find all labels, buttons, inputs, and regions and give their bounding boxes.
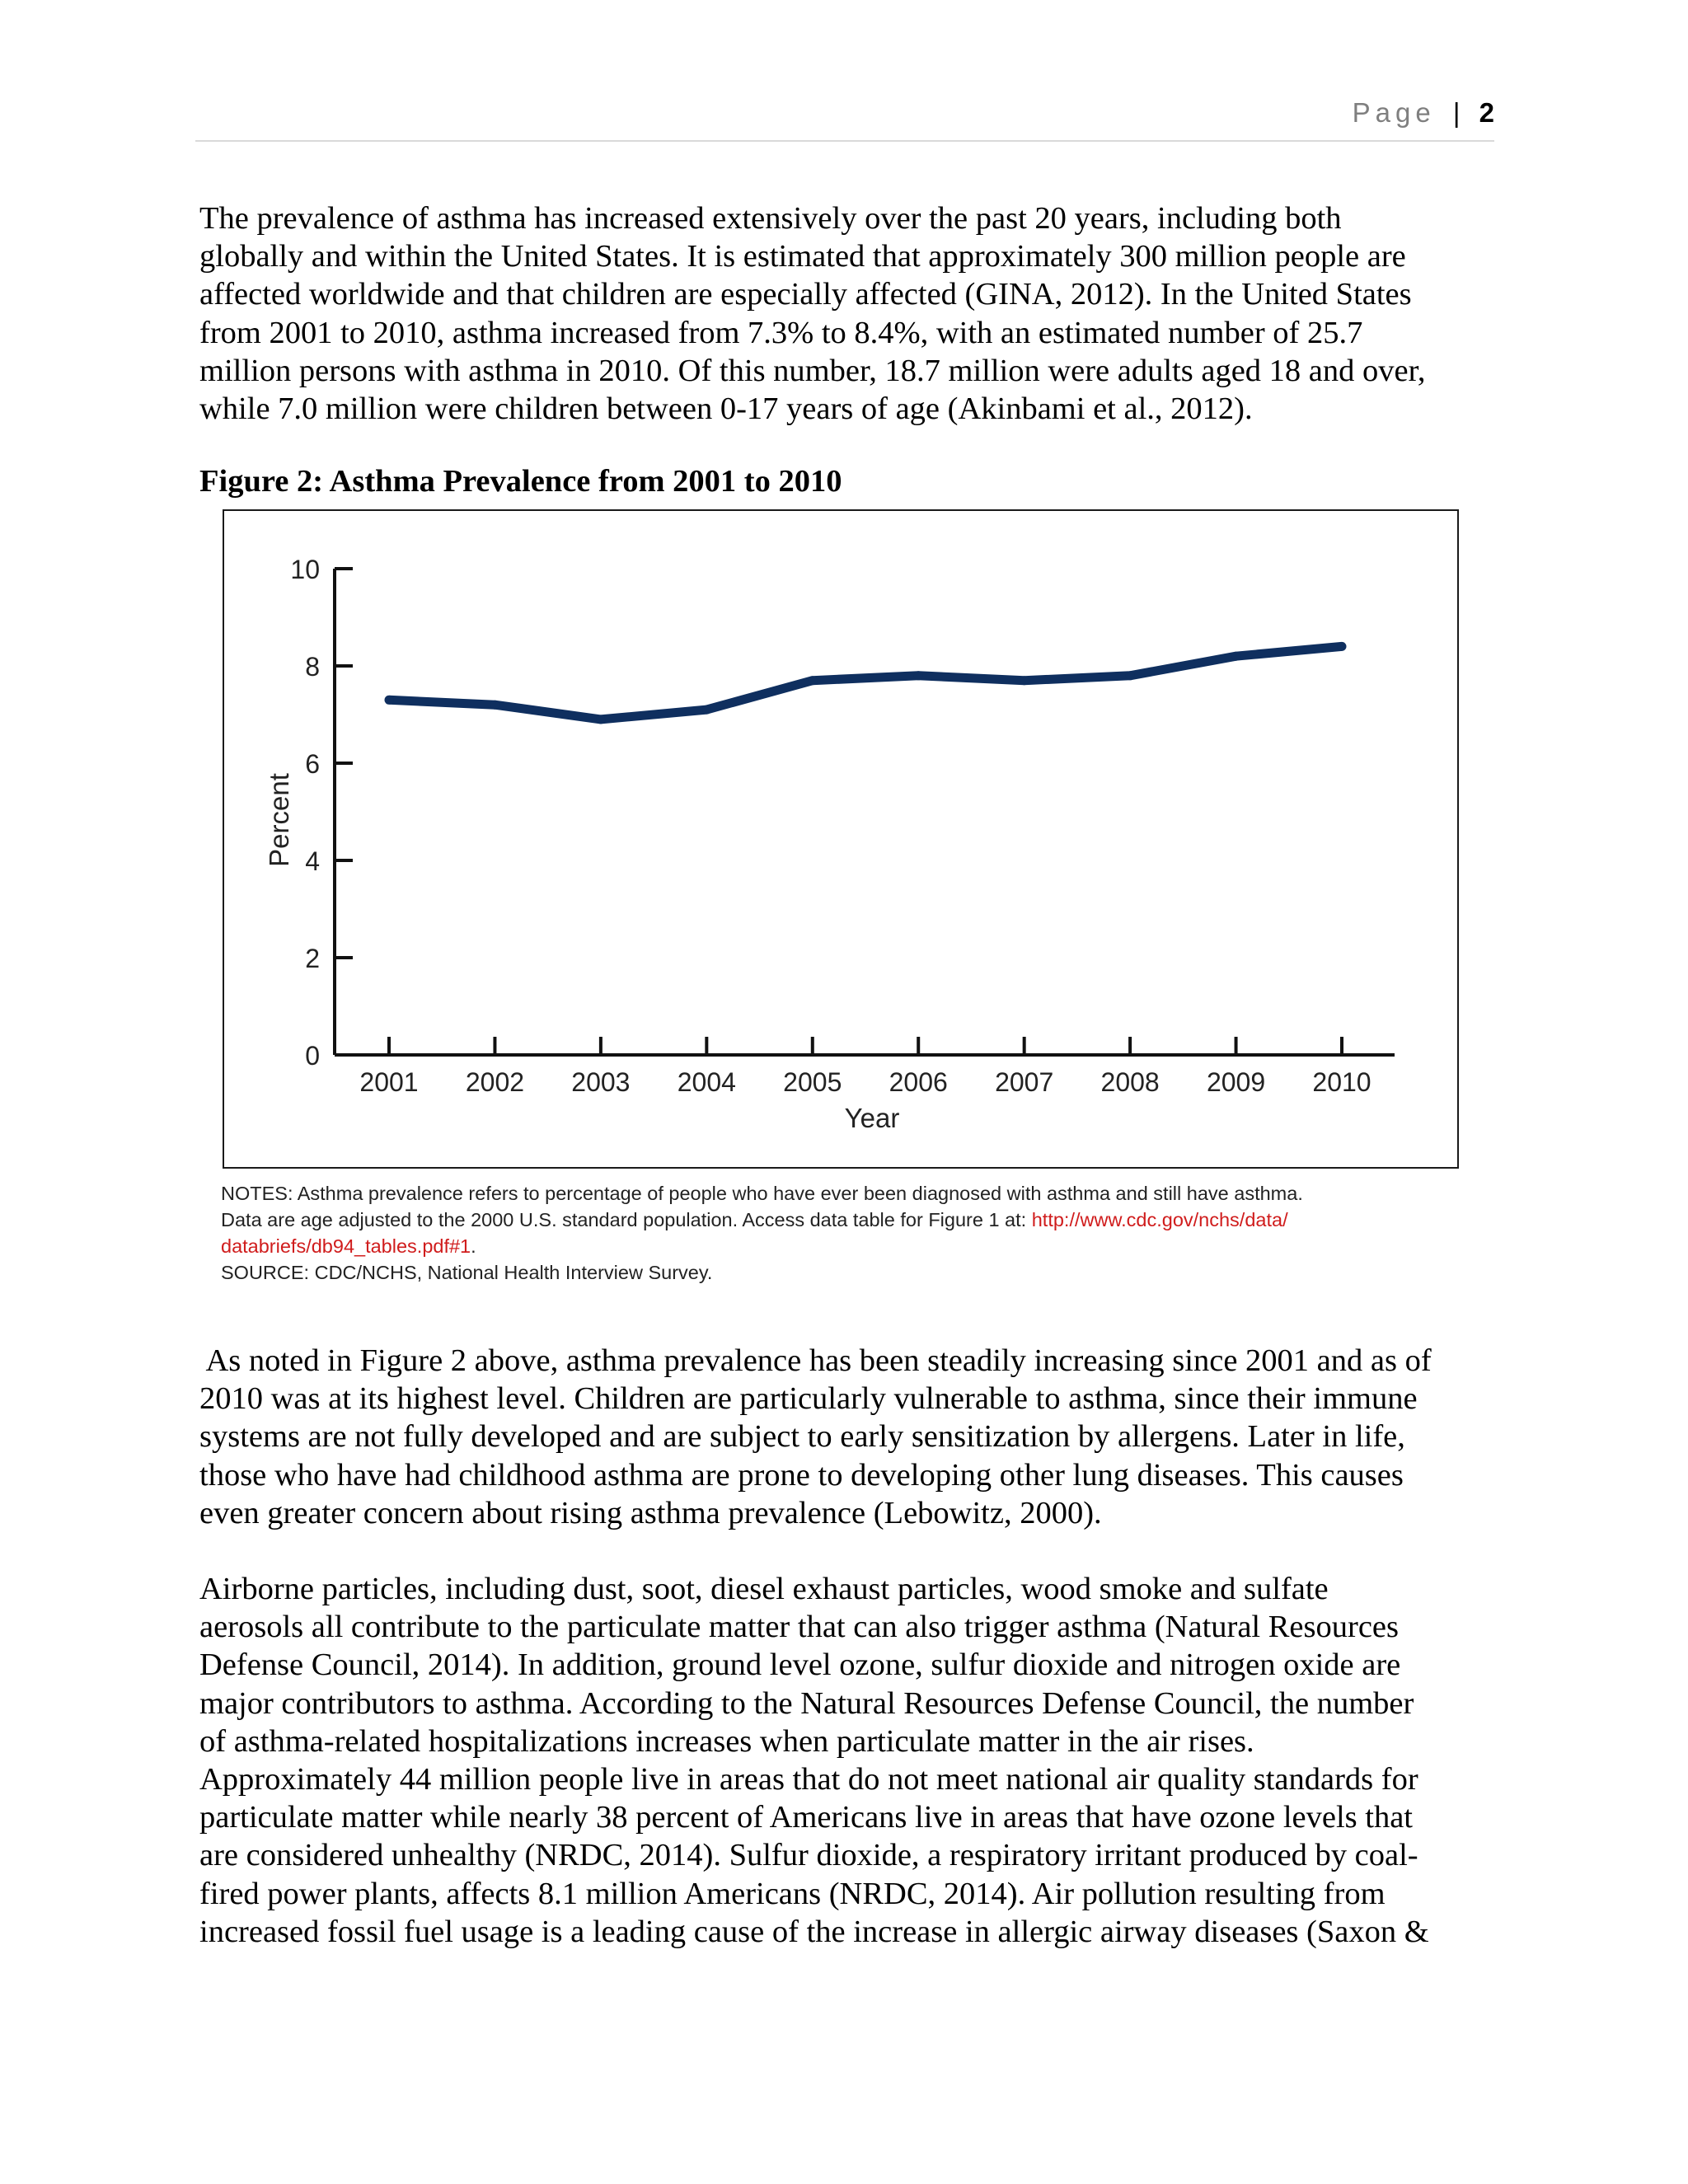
notes-line: [221, 1207, 1507, 1233]
data-point: [1338, 642, 1347, 651]
y-axis-label: Percent: [264, 773, 294, 867]
notes-text: Data are age adjusted to the 2000 U.S. standard population. Access data table for Figure 1 at:: [221, 1209, 1032, 1230]
paragraph-line: aerosols all contribute to the particulate matter that can also trigger asthma (Natural Resources: [199, 1610, 1399, 1645]
paragraph-line: particulate matter while nearly 38 percent of Americans live in areas that have ozone levels that: [199, 1800, 1414, 1835]
paragraph-line: fired power plants, affects 8.1 million Americans (NRDC, 2014). Air pollution resulting from: [199, 1876, 1386, 1911]
x-axis-label: Year: [844, 1103, 900, 1133]
paragraph-line: while 7.0 million were children between 0-17 years of age (Akinbami et al., 2012).: [199, 391, 1253, 427]
paragraph-line: systems are not fully developed and are subject to early sensitization by allergens. Later in life,: [199, 1419, 1405, 1455]
paragraph-line: major contributors to asthma. According to the Natural Resources Defense Council, the number: [199, 1685, 1414, 1721]
chart-frame: [223, 509, 1459, 1169]
paragraph-figure-discussion: [199, 1342, 1502, 1532]
paragraph-line: Airborne particles, including dust, soot, diesel exhaust particles, wood smoke and sulfate: [199, 1572, 1329, 1606]
data-point: [1126, 671, 1135, 680]
y-tick-label: 10: [290, 555, 320, 584]
paragraph-line: increased fossil fuel usage is a leading cause of the increase in allergic airway diseases (Saxon &: [199, 1914, 1429, 1949]
data-point: [702, 705, 711, 715]
paragraph-line: affected worldwide and that children are especially affected (GINA, 2012). In the United States: [199, 277, 1412, 312]
y-tick-label: 6: [305, 749, 320, 779]
x-tick-label: 2010: [1312, 1067, 1372, 1097]
data-point: [1231, 652, 1240, 661]
x-tick-label: 2001: [359, 1067, 419, 1097]
data-table-link-continued[interactable]: databriefs/db94_tables.pdf#1: [221, 1235, 471, 1257]
y-tick-label: 0: [305, 1041, 320, 1071]
page-number: 2: [1479, 97, 1494, 128]
paragraph-asthma-prevalence: [199, 199, 1502, 428]
data-point: [808, 676, 817, 685]
x-tick-label: 2006: [889, 1067, 948, 1097]
paragraph-line: those who have had childhood asthma are prone to developing other lung diseases. This causes: [199, 1457, 1404, 1493]
page-header: [195, 97, 1494, 142]
paragraph-line: Defense Council, 2014). In addition, ground level ozone, sulfur dioxide and nitrogen oxide are: [199, 1647, 1401, 1683]
paragraph-air-pollution: [199, 1570, 1502, 1951]
paragraph-line: 2010 was at its highest level. Children are particularly vulnerable to asthma, since their immune: [199, 1381, 1418, 1417]
page-separator: |: [1452, 97, 1461, 128]
data-point: [490, 701, 499, 710]
y-tick-label: 2: [305, 944, 320, 973]
page-label: Page: [1352, 97, 1436, 128]
data-point: [914, 671, 923, 680]
paragraph-line: of asthma-related hospitalizations increases when particulate matter in the air rises.: [199, 1723, 1254, 1759]
data-point: [1020, 676, 1029, 685]
data-point: [385, 696, 394, 705]
x-tick-label: 2004: [677, 1067, 736, 1097]
line-chart: [224, 511, 1461, 1170]
paragraph-line: even greater concern about rising asthma prevalence (Lebowitz, 2000).: [199, 1495, 1102, 1530]
x-tick-label: 2007: [995, 1067, 1054, 1097]
x-tick-label: 2005: [783, 1067, 842, 1097]
notes-source: SOURCE: CDC/NCHS, National Health Interview Survey.: [221, 1262, 713, 1283]
figure-notes: [221, 1180, 1507, 1286]
data-table-link[interactable]: http://www.cdc.gov/nchs/data/: [1031, 1209, 1288, 1230]
paragraph-line: globally and within the United States. It is estimated that approximately 300 million people are: [199, 239, 1406, 274]
x-tick-label: 2008: [1100, 1067, 1160, 1097]
notes-line: [221, 1233, 1507, 1259]
paragraph-line: are considered unhealthy (NRDC, 2014). Sulfur dioxide, a respiratory irritant produced by coal-: [199, 1838, 1418, 1873]
paragraph-line: As noted in Figure 2 above, asthma prevalence has been steadily increasing since 2001 and as of: [199, 1343, 1432, 1378]
figure-caption: Figure 2: Asthma Prevalence from 2001 to 2010: [199, 464, 842, 499]
paragraph-line: from 2001 to 2010, asthma increased from 7.3% to 8.4%, with an estimated number of 25.7: [199, 315, 1363, 350]
notes-period: .: [471, 1235, 476, 1257]
paragraph-line: Approximately 44 million people live in areas that do not meet national air quality standards for: [199, 1762, 1418, 1797]
notes-line: NOTES: Asthma prevalence refers to percentage of people who have ever been diagnosed with asthma and still have asthma.: [221, 1183, 1303, 1204]
paragraph-line: The prevalence of asthma has increased extensively over the past 20 years, including both: [199, 201, 1342, 236]
y-tick-label: 8: [305, 652, 320, 682]
paragraph-line: million persons with asthma in 2010. Of this number, 18.7 million were adults aged 18 and over,: [199, 353, 1426, 388]
series-line: [389, 646, 1342, 719]
x-tick-label: 2009: [1206, 1067, 1266, 1097]
x-tick-label: 2003: [571, 1067, 631, 1097]
x-tick-label: 2002: [465, 1067, 525, 1097]
data-point: [596, 715, 605, 724]
y-tick-label: 4: [305, 846, 320, 876]
